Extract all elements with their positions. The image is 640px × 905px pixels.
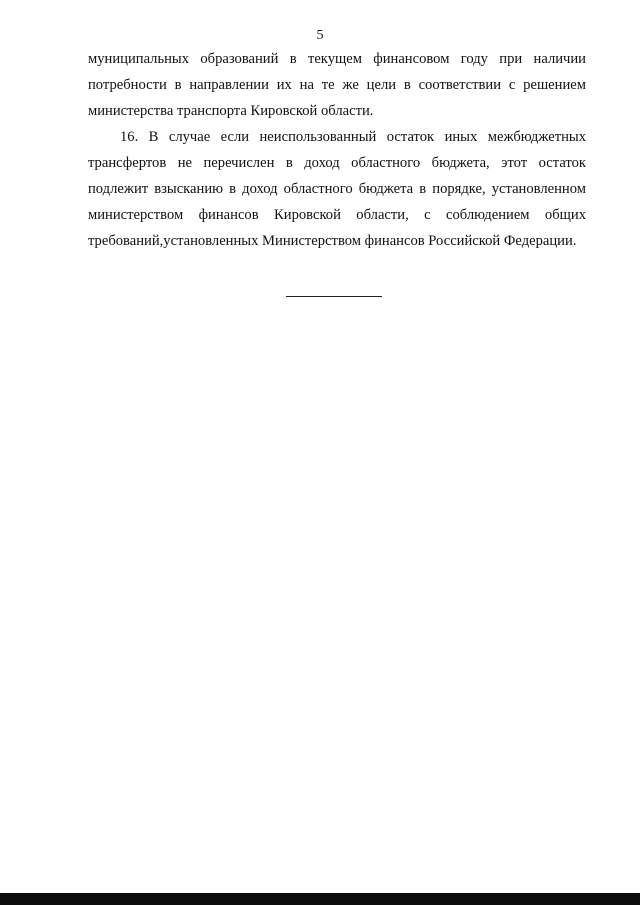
paragraph-continuation: муниципальных образований в текущем финансовом году при наличии потребности в направлении их на те же цели в соответствии с решением министерства транспорта Кировской области. bbox=[88, 51, 586, 119]
end-of-text-rule bbox=[286, 296, 382, 297]
document-body bbox=[88, 46, 586, 254]
scan-bottom-edge bbox=[0, 893, 640, 905]
page-number: 5 bbox=[316, 28, 324, 43]
paragraph-16: 16. В случае если неиспользованный остаток иных межбюджетных трансфертов не перечислен в доход областного бюджета, этот остаток подлежит взысканию в доход областного бюджета в порядке, установленном министерством финансов Кировской области, с соблюдением общих требований,установленных Министерством финансов Российской Федерации. bbox=[88, 129, 586, 249]
